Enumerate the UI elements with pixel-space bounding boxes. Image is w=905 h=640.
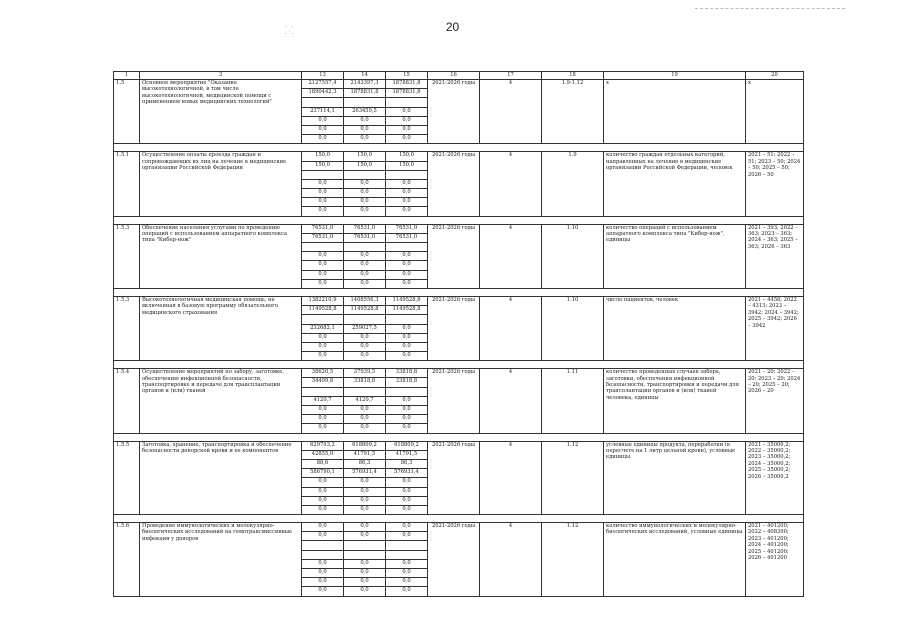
page-number: 20 <box>445 20 460 34</box>
value-cell: 0,0 <box>302 415 344 424</box>
row-name: Осуществление мероприятий по забору, заготовке, обеспечению инфекционной безопасности, транспортировке и передаче для трансплантации органов и (или) тканей <box>140 369 302 433</box>
header-cell: 19 <box>604 72 746 80</box>
value-cell: 150,0 <box>386 161 428 170</box>
indicator-ref-cell: 1.10 <box>542 296 604 360</box>
value-cell: 0,0 <box>386 125 428 134</box>
table-row <box>114 152 804 161</box>
value-cell: 0,0 <box>302 424 344 433</box>
value-cell <box>302 98 344 107</box>
value-cell: 76531,0 <box>344 224 386 233</box>
gap-cell <box>114 216 804 224</box>
value-cell: 0,0 <box>386 505 428 514</box>
value-cell: 2143397,3 <box>344 80 386 89</box>
value-cell: 41791,5 <box>344 450 386 459</box>
value-cell: 0,0 <box>302 478 344 487</box>
indicator-ref-cell: 1.10 <box>542 224 604 288</box>
value-cell: 76531,0 <box>302 233 344 242</box>
value-cell: 76531,0 <box>386 233 428 242</box>
value-cell: 86,3 <box>386 459 428 468</box>
table-row <box>114 441 804 450</box>
value-cell: 0,0 <box>386 135 428 144</box>
gap-cell <box>114 288 804 296</box>
value-cell: 1878831,8 <box>386 80 428 89</box>
value-cell: 0,0 <box>344 559 386 568</box>
value-cell: 0,0 <box>302 189 344 198</box>
value-cell: 263459,5 <box>344 107 386 116</box>
period-cell: 2021-2026 годы <box>428 296 480 360</box>
value-cell: 0,0 <box>302 532 344 541</box>
value-cell: 1149528,8 <box>386 296 428 305</box>
value-cell: 0,0 <box>302 207 344 216</box>
row-name: Высокотехнологичная медицинская помощь, не включенная в базовую программу обязательного медицинского страхования <box>140 296 302 360</box>
value-cell: 0,0 <box>344 261 386 270</box>
value-cell <box>344 243 386 252</box>
value-cell <box>386 315 428 324</box>
value-cell: 150,0 <box>302 161 344 170</box>
value-cell <box>344 541 386 550</box>
indicator-ref-cell: 1.12 <box>542 441 604 515</box>
value-cell: 0,0 <box>386 342 428 351</box>
value-cell: 0,0 <box>302 279 344 288</box>
value-cell: 237114,1 <box>302 107 344 116</box>
value-cell: 76531,0 <box>386 224 428 233</box>
value-cell: 0,0 <box>344 415 386 424</box>
indicator-name-cell: число пациентов, человек <box>604 296 746 360</box>
value-cell: 0,0 <box>302 569 344 578</box>
value-cell: 0,0 <box>302 179 344 188</box>
value-cell: 618809,2 <box>386 441 428 450</box>
value-cell: 0,0 <box>344 569 386 578</box>
value-cell: 576931,4 <box>386 469 428 478</box>
value-cell: 0,0 <box>344 116 386 125</box>
value-cell <box>386 541 428 550</box>
col17-cell: 4 <box>480 80 542 144</box>
value-cell: 0,0 <box>386 587 428 596</box>
value-cell: 0,0 <box>344 352 386 361</box>
value-cell: 0,0 <box>386 324 428 333</box>
program-table <box>113 71 804 597</box>
value-cell: 259027,5 <box>344 324 386 333</box>
value-cell: 0,0 <box>386 261 428 270</box>
value-cell: 0,0 <box>302 406 344 415</box>
value-cell: 0,0 <box>302 333 344 342</box>
value-cell <box>386 550 428 559</box>
value-cell: 0,0 <box>302 578 344 587</box>
value-cell: 0,0 <box>344 424 386 433</box>
indicator-values-cell: 2021 – 393; 2022 – 363; 2023 – 363; 2024 – 363; 2025 – 363; 2026 – 363 <box>746 224 804 288</box>
indicator-values-cell: 2021 – 401200; 2022 – 408390; 2023 – 401200; 2024 – 401200; 2025 – 401200; 2026 – 401200 <box>746 523 804 597</box>
value-cell: 586790,1 <box>302 469 344 478</box>
indicator-values-cell: 2021 – 35000,2; 2022 – 35000,2; 2023 – 35000,2; 2024 – 35000,2; 2025 – 35000,2; 2026 – 35000,2 <box>746 441 804 515</box>
gap-row <box>114 288 804 296</box>
value-cell: 0,0 <box>302 261 344 270</box>
value-cell: 0,0 <box>344 333 386 342</box>
value-cell: 0,0 <box>386 487 428 496</box>
value-cell: 0,0 <box>344 496 386 505</box>
gap-cell <box>114 433 804 441</box>
value-cell: 0,0 <box>386 532 428 541</box>
row-name: Осуществление оплаты проезда граждан и сопровождающих их лиц на лечение в медицинские организации Российской Федерации <box>140 152 302 216</box>
value-cell: 0,0 <box>386 569 428 578</box>
indicator-name-cell: количество граждан отдельных категорий, направленных на лечение в медицинские организации Российской Федерации, человек <box>604 152 746 216</box>
value-cell: 0,0 <box>302 352 344 361</box>
value-cell: 0,0 <box>344 532 386 541</box>
col17-cell: 4 <box>480 152 542 216</box>
indicator-ref-cell: 1.9 <box>542 152 604 216</box>
header-cell: 15 <box>386 72 428 80</box>
value-cell <box>344 387 386 396</box>
row-number: 1.5 <box>114 80 140 144</box>
value-cell: 150,0 <box>302 152 344 161</box>
gap-row <box>114 433 804 441</box>
value-cell: 0,0 <box>344 270 386 279</box>
gap-cell <box>114 361 804 369</box>
value-cell: 0,0 <box>302 135 344 144</box>
value-cell: 0,0 <box>344 252 386 261</box>
value-cell: 0,0 <box>386 207 428 216</box>
value-cell: 1382210,9 <box>302 296 344 305</box>
row-name: Заготовка, хранение, транспортировка и обеспечение безопасности донорской крови и ее компонентов <box>140 441 302 515</box>
value-cell <box>344 98 386 107</box>
value-cell: 1878831,8 <box>386 89 428 98</box>
indicator-name-cell: количество иммунологических и молекулярно-биологических исследований, условные единицы <box>604 523 746 597</box>
value-cell: 0,0 <box>302 342 344 351</box>
row-number: 1.5.1 <box>114 152 140 216</box>
gap-cell <box>114 144 804 152</box>
value-cell <box>386 243 428 252</box>
period-cell: 2021-2026 годы <box>428 369 480 433</box>
value-cell: 0,0 <box>386 189 428 198</box>
indicator-name-cell: количество операций с использованием аппаратного комплекса типа "Кибер-нож", единицы <box>604 224 746 288</box>
table-row <box>114 80 804 89</box>
header-cell: 17 <box>480 72 542 80</box>
value-cell: 0,0 <box>344 587 386 596</box>
value-cell <box>344 170 386 179</box>
table-row <box>114 296 804 305</box>
value-cell: 0,0 <box>344 523 386 532</box>
indicator-name-cell: количество проведенных случаев забора, заготовки, обеспечения инфекционной безопасности, транспортировки и передачи для трансплантации органов и (или) тканей человека, единицы <box>604 369 746 433</box>
value-cell: 0,0 <box>386 415 428 424</box>
value-cell: 576931,4 <box>344 469 386 478</box>
indicator-values-cell: 2021 – 4458; 2022 – 4313; 2023 – 3942; 2024 – 3942; 2025 – 3942; 2026 – 3942 <box>746 296 804 360</box>
header-cell: 18 <box>542 72 604 80</box>
value-cell <box>302 550 344 559</box>
value-cell: 0,0 <box>386 179 428 188</box>
value-cell <box>386 98 428 107</box>
value-cell: 1408556,3 <box>344 296 386 305</box>
value-cell <box>302 170 344 179</box>
value-cell: 0,0 <box>386 424 428 433</box>
value-cell: 0,0 <box>386 279 428 288</box>
value-cell <box>302 315 344 324</box>
value-cell: 0,0 <box>302 125 344 134</box>
indicator-values-cell: 2021 – 51; 2022 – 51; 2023 – 50; 2024 – 50; 2025 – 50; 2026 – 50 <box>746 152 804 216</box>
value-cell: 150,0 <box>386 152 428 161</box>
gap-row <box>114 361 804 369</box>
value-cell <box>344 550 386 559</box>
value-cell: 0,0 <box>344 478 386 487</box>
value-cell: 0,0 <box>386 578 428 587</box>
col17-cell: 4 <box>480 441 542 515</box>
indicator-ref-cell: 1.9-1.12 <box>542 80 604 144</box>
value-cell: 33818,8 <box>386 369 428 378</box>
value-cell <box>302 243 344 252</box>
period-cell: 2021-2026 годы <box>428 152 480 216</box>
value-cell: 0,0 <box>302 252 344 261</box>
row-number: 1.5.3 <box>114 296 140 360</box>
value-cell: 4120,7 <box>302 396 344 405</box>
indicator-name-cell: x <box>604 80 746 144</box>
period-cell: 2021-2026 годы <box>428 80 480 144</box>
value-cell <box>302 541 344 550</box>
col17-cell: 4 <box>480 296 542 360</box>
value-cell: 86,3 <box>344 459 386 468</box>
value-cell: 0,0 <box>386 252 428 261</box>
value-cell: 0,0 <box>302 505 344 514</box>
header-cell: 13 <box>302 72 344 80</box>
header-cell: 3 <box>140 72 302 80</box>
value-cell: 0,0 <box>386 406 428 415</box>
value-cell: 0,0 <box>344 189 386 198</box>
value-cell: 0,0 <box>344 342 386 351</box>
value-cell: 0,0 <box>386 352 428 361</box>
value-cell <box>386 387 428 396</box>
value-cell: 150,0 <box>344 152 386 161</box>
header-cell: 16 <box>428 72 480 80</box>
value-cell: 0,0 <box>386 270 428 279</box>
period-cell: 2021-2026 годы <box>428 224 480 288</box>
value-cell: 0,0 <box>386 333 428 342</box>
value-cell: 34499,8 <box>302 378 344 387</box>
table-row <box>114 369 804 378</box>
value-cell: 0,0 <box>302 523 344 532</box>
value-cell: 0,0 <box>344 578 386 587</box>
value-cell: 0,0 <box>386 478 428 487</box>
value-cell: 618809,2 <box>344 441 386 450</box>
header-row <box>114 72 804 80</box>
gap-row <box>114 144 804 152</box>
row-number: 1.5.6 <box>114 523 140 597</box>
indicator-ref-cell: 1.12 <box>542 523 604 597</box>
value-cell: 1890442,3 <box>302 89 344 98</box>
row-name: Основное мероприятие "Оказание высокотехнологичной, в том числе высокотехнологичной, медицинской помощи с применением новых медицинских технологий" <box>140 80 302 144</box>
value-cell <box>386 170 428 179</box>
table-row <box>114 224 804 233</box>
value-cell: 1149528,8 <box>386 306 428 315</box>
value-cell: 41791,5 <box>386 450 428 459</box>
value-cell: 42855,0 <box>302 450 344 459</box>
gap-row <box>114 216 804 224</box>
value-cell: 0,0 <box>302 487 344 496</box>
header-cell: 14 <box>344 72 386 80</box>
col17-cell: 4 <box>480 523 542 597</box>
value-cell: 0,0 <box>344 279 386 288</box>
value-cell: 1149528,8 <box>344 306 386 315</box>
col17-cell: 4 <box>480 369 542 433</box>
row-number: 1.5.4 <box>114 369 140 433</box>
row-name: Обеспечение населения услугами по проведению операций с использованием аппаратного комплекса типа "Кибер-нож" <box>140 224 302 288</box>
value-cell: 629793,2 <box>302 441 344 450</box>
value-cell: 0,0 <box>344 207 386 216</box>
table-row <box>114 523 804 532</box>
value-cell <box>302 387 344 396</box>
value-cell: 0,0 <box>386 559 428 568</box>
value-cell: 0,0 <box>386 396 428 405</box>
col17-cell: 4 <box>480 224 542 288</box>
value-cell: 2127557,4 <box>302 80 344 89</box>
header-cell: 1 <box>114 72 140 80</box>
value-cell: 33818,8 <box>344 378 386 387</box>
value-cell: 0,0 <box>302 198 344 207</box>
value-cell: 1149528,8 <box>302 306 344 315</box>
row-number: 1.5.5 <box>114 441 140 515</box>
value-cell: 37939,5 <box>344 369 386 378</box>
row-name: Проведение иммунологических и молекулярно-биологических исследований на гемотрансмиссивные инфекции у доноров <box>140 523 302 597</box>
indicator-ref-cell: 1.11 <box>542 369 604 433</box>
value-cell: 0,0 <box>302 587 344 596</box>
value-cell: 0,0 <box>344 505 386 514</box>
value-cell: 0,0 <box>302 270 344 279</box>
value-cell: 0,0 <box>344 125 386 134</box>
value-cell: 33818,8 <box>386 378 428 387</box>
value-cell: 0,0 <box>344 406 386 415</box>
value-cell: 4120,7 <box>344 396 386 405</box>
value-cell: 88,6 <box>302 459 344 468</box>
indicator-values-cell: x <box>746 80 804 144</box>
value-cell: 0,0 <box>302 116 344 125</box>
value-cell: 0,0 <box>344 179 386 188</box>
value-cell <box>344 315 386 324</box>
period-cell: 2021-2026 годы <box>428 523 480 597</box>
value-cell: 38620,5 <box>302 369 344 378</box>
gap-cell <box>114 515 804 523</box>
gap-row <box>114 515 804 523</box>
value-cell: 0,0 <box>386 496 428 505</box>
indicator-name-cell: условные единицы продукта, переработки (в пересчете на 1 литр цельной крови), условные единицы <box>604 441 746 515</box>
value-cell: 0,0 <box>344 487 386 496</box>
value-cell: 0,0 <box>344 135 386 144</box>
value-cell: 76531,0 <box>302 224 344 233</box>
scan-artifact-line <box>695 8 845 10</box>
value-cell: 0,0 <box>386 198 428 207</box>
value-cell: 76531,0 <box>344 233 386 242</box>
value-cell: 232682,1 <box>302 324 344 333</box>
scan-artifact: · · ·˙· <box>285 24 295 38</box>
value-cell: 0,0 <box>386 116 428 125</box>
value-cell: 0,0 <box>302 496 344 505</box>
value-cell: 1878831,8 <box>344 89 386 98</box>
header-cell: 20 <box>746 72 804 80</box>
value-cell: 0,0 <box>386 107 428 116</box>
value-cell: 0,0 <box>386 523 428 532</box>
value-cell: 0,0 <box>302 559 344 568</box>
value-cell: 150,0 <box>344 161 386 170</box>
row-number: 1.5.3 <box>114 224 140 288</box>
period-cell: 2021-2026 годы <box>428 441 480 515</box>
indicator-values-cell: 2021 – 20; 2022 – 20; 2023 – 20; 2024 – 20; 2025 – 20; 2026 – 20 <box>746 369 804 433</box>
value-cell: 0,0 <box>344 198 386 207</box>
